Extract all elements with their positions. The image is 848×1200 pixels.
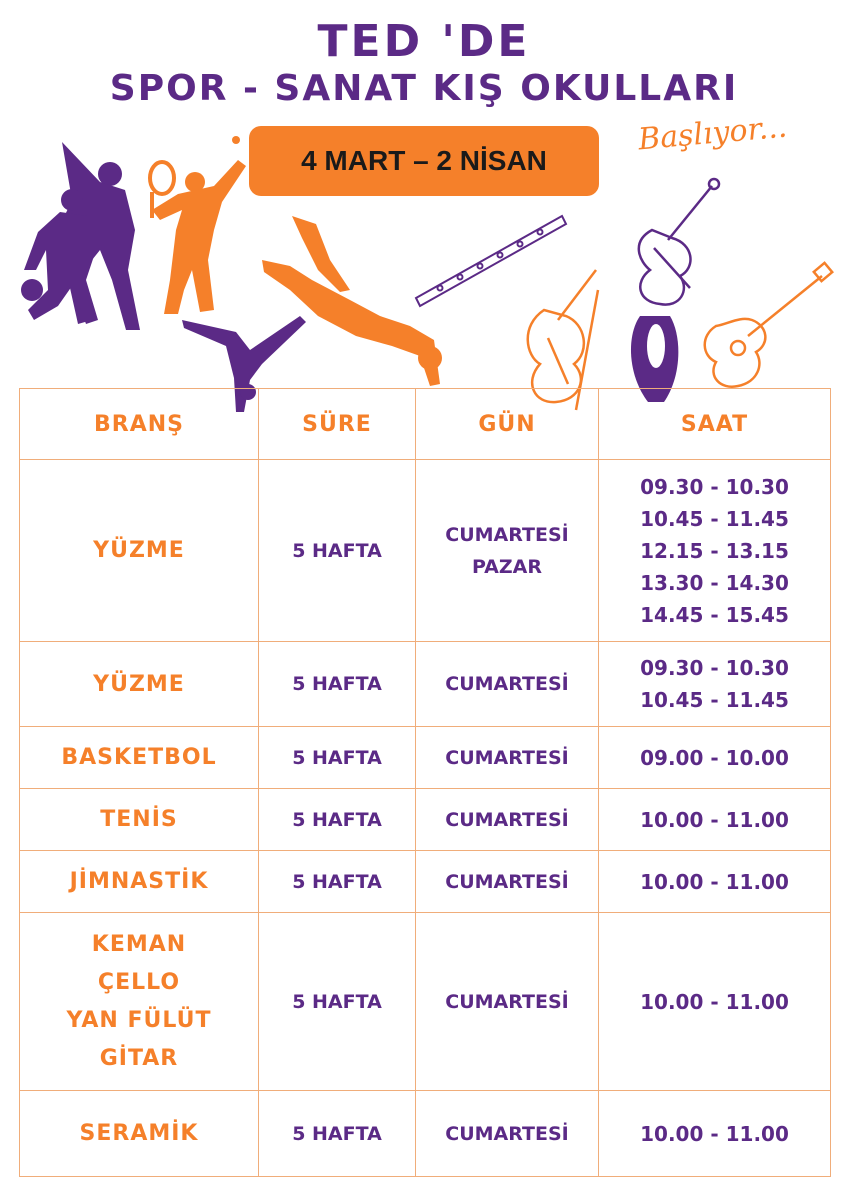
branch-cell: [20, 851, 259, 913]
time-cell: 10.00 - 11.00: [599, 789, 831, 851]
duration-cell: 5 HAFTA: [259, 460, 416, 642]
branch-cell: [20, 460, 259, 642]
table-row: [20, 851, 831, 913]
time-slot: 10.45 - 11.45: [640, 688, 789, 712]
day-cell: CUMARTESİ: [416, 851, 599, 913]
day-cell: CUMARTESİ: [416, 642, 599, 727]
schedule-table: [19, 388, 831, 1177]
time-slot: 09.30 - 10.30: [640, 656, 789, 680]
time-cell: 09.00 - 10.00: [599, 727, 831, 789]
branch-cell: [20, 913, 259, 1091]
time-slot: 13.30 - 14.30: [640, 570, 789, 595]
table-row: [20, 642, 831, 727]
day-cell: [416, 460, 599, 642]
branch-label: SERAMİK: [79, 1121, 199, 1146]
tennis-player-icon: [150, 136, 246, 314]
branch-cell: [20, 1091, 259, 1177]
header-day: GÜN: [416, 389, 599, 460]
starting-text: Başlıyor...: [636, 109, 789, 158]
day-label: CUMARTESİ: [445, 523, 569, 546]
time-cell: 10.00 - 11.00: [599, 913, 831, 1091]
branch-cell: [20, 789, 259, 851]
flute-icon: [416, 216, 566, 306]
day-cell: CUMARTESİ: [416, 789, 599, 851]
branch-label: TENİS: [100, 807, 178, 832]
duration-cell: 5 HAFTA: [259, 642, 416, 727]
duration-cell: 5 HAFTA: [259, 913, 416, 1091]
day-cell: CUMARTESİ: [416, 913, 599, 1091]
branch-cell: [20, 642, 259, 727]
duration-cell: 5 HAFTA: [259, 727, 416, 789]
header-time: SAAT: [599, 389, 831, 460]
table-row: [20, 789, 831, 851]
time-cell: [599, 460, 831, 642]
duration-cell: 5 HAFTA: [259, 1091, 416, 1177]
basketball-players-icon: [21, 142, 140, 330]
time-cell: 10.00 - 11.00: [599, 851, 831, 913]
table-row: [20, 460, 831, 642]
table-row: [20, 913, 831, 1091]
time-slot: 09.30 - 10.30: [640, 474, 789, 499]
duration-cell: 5 HAFTA: [259, 789, 416, 851]
table-row: [20, 1091, 831, 1177]
table-row: [20, 727, 831, 789]
branch-label: GİTAR: [99, 1045, 179, 1071]
time-cell: 10.00 - 11.00: [599, 1091, 831, 1177]
table-header-row: [20, 389, 831, 460]
branch-label: KEMAN: [91, 931, 187, 957]
guitar-icon: [705, 263, 832, 387]
day-label: PAZAR: [472, 555, 542, 578]
branch-label: YÜZME: [93, 671, 185, 697]
branch-label: JİMNASTİK: [69, 869, 209, 894]
branch-label: ÇELLO: [97, 969, 181, 995]
time-slot: 14.45 - 15.45: [640, 602, 789, 627]
branch-label: YAN FÜLÜT: [66, 1007, 212, 1033]
swimmer-diver-icon: [262, 216, 442, 386]
day-cell: CUMARTESİ: [416, 1091, 599, 1177]
date-range-badge: 4 MART – 2 NİSAN: [249, 126, 599, 196]
branch-label: BASKETBOL: [61, 745, 217, 770]
header-duration: SÜRE: [259, 389, 416, 460]
time-slot: 12.15 - 13.15: [640, 538, 789, 563]
time-slot: 10.45 - 11.45: [640, 506, 789, 531]
day-cell: CUMARTESİ: [416, 727, 599, 789]
illustrations: [0, 120, 848, 420]
time-cell: [599, 642, 831, 727]
branch-label: YÜZME: [93, 538, 185, 563]
title-line-2: SPOR - SANAT KIŞ OKULLARI: [109, 68, 739, 109]
header-branch: BRANŞ: [20, 389, 259, 460]
title-line-1: TED 'DE: [317, 16, 531, 67]
duration-cell: 5 HAFTA: [259, 851, 416, 913]
violin-icon: [639, 179, 719, 305]
branch-cell: [20, 727, 259, 789]
